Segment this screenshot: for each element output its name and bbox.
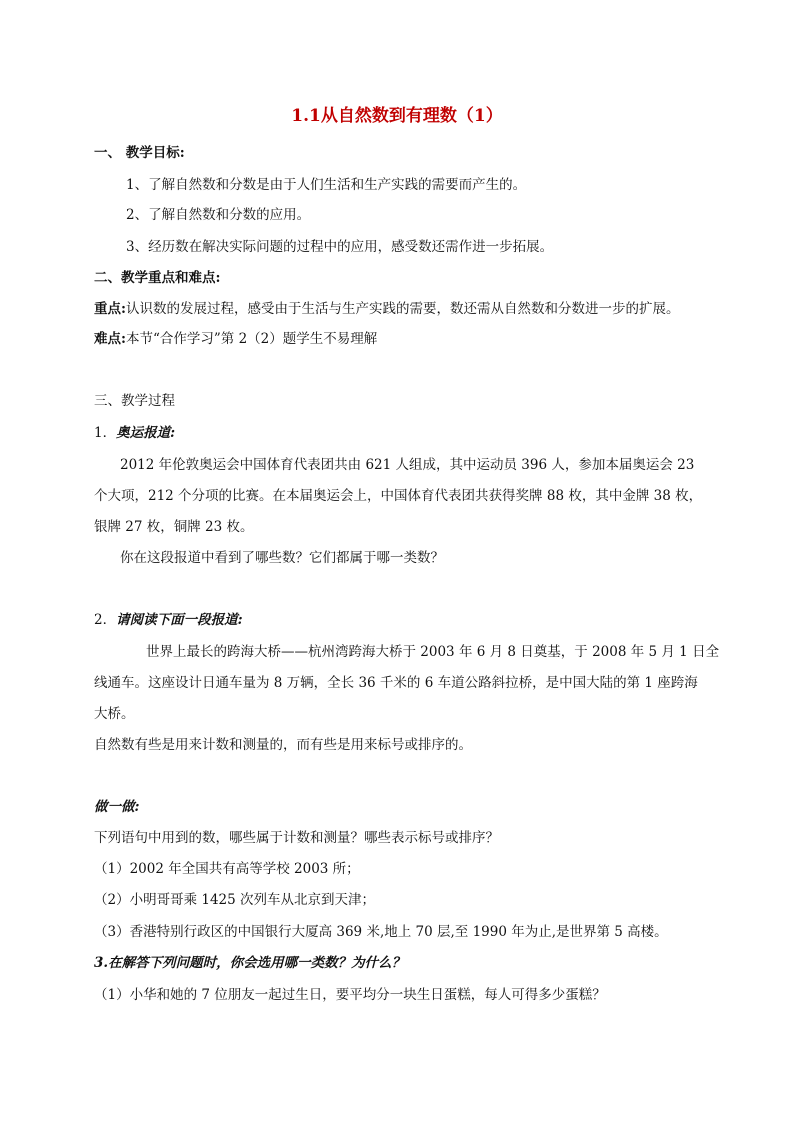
key-point-text: 认识数的发展过程，感受由于生活与生产实践的需要，数还需从自然数和分数进一步的扩展。 bbox=[125, 301, 680, 317]
section3-heading: 三、教学过程 bbox=[94, 393, 175, 409]
paragraph-line: 大桥。 bbox=[94, 706, 135, 722]
goal-item: 3、经历数在解决实际问题的过程中的应用，感受数还需作进一步拓展。 bbox=[126, 239, 554, 255]
try-item: （3）香港特别行政区的中国银行大厦高 369 米,地上 70 层,至 1990 年为止,是世界第 5 高楼。 bbox=[94, 924, 668, 940]
paragraph-line: 2012 年伦敦奥运会中国体育代表团共由 621 人组成，其中运动员 396 人，参加本届奥运会 23 bbox=[120, 457, 695, 473]
key-point bbox=[94, 299, 679, 319]
try-label: 做一做: bbox=[94, 799, 140, 815]
item1-label: 奥运报道: bbox=[116, 425, 176, 441]
difficulty-point bbox=[94, 329, 377, 349]
paragraph-line: 个大项，212 个分项的比赛。在本届奥运会上，中国体育代表团共获得奖牌 88 枚，其中金牌 38 枚， bbox=[94, 488, 703, 504]
goal-item: 2、了解自然数和分数的应用。 bbox=[126, 207, 311, 223]
difficulty-text: 本节“合作学习”第 2（2）题学生不易理解 bbox=[125, 331, 378, 347]
item2-note: 自然数有些是用来计数和测量的，而有些是用来标号或排序的。 bbox=[94, 737, 472, 753]
paragraph-line: 银牌 27 枚，铜牌 23 枚。 bbox=[94, 519, 254, 535]
page-title: 1.1从自然数到有理数（1） bbox=[291, 106, 503, 126]
difficulty-label: 难点: bbox=[94, 331, 126, 347]
section2-heading: 二、教学重点和难点: bbox=[94, 270, 221, 286]
item3-heading: 3.在解答下列问题时，你会选用哪一类数？为什么？ bbox=[94, 955, 406, 971]
item2-heading bbox=[94, 610, 243, 630]
try-item: （1）2002 年全国共有高等学校 2003 所； bbox=[94, 861, 360, 877]
goal-item: 1、了解自然数和分数是由于人们生活和生产实践的需要而产生的。 bbox=[126, 177, 527, 193]
section1-heading: 一、 教学目标: bbox=[94, 145, 185, 161]
item2-label: 请阅读下面一段报道: bbox=[116, 612, 243, 628]
try-prompt: 下列语句中用到的数，哪些属于计数和测量？哪些表示标号或排序？ bbox=[94, 830, 499, 846]
key-point-label: 重点: bbox=[94, 301, 126, 317]
item3-question: （1）小华和她的 7 位朋友一起过生日，要平均分一块生日蛋糕，每人可得多少蛋糕？ bbox=[94, 987, 606, 1003]
item2-number: 2． bbox=[94, 612, 117, 628]
item1-number: 1． bbox=[94, 425, 117, 441]
paragraph-line: 线通车。这座设计日通车量为 8 万辆，全长 36 千米的 6 车道公路斜拉桥，是中国大陆的第 1 座跨海 bbox=[94, 675, 698, 691]
item1-heading bbox=[94, 423, 175, 443]
try-item: （2）小明哥哥乘 1425 次列车从北京到天津； bbox=[94, 892, 376, 908]
item1-question: 你在这段报道中看到了哪些数？它们都属于哪一类数？ bbox=[120, 550, 444, 566]
paragraph-line: 世界上最长的跨海大桥——杭州湾跨海大桥于 2003 年 6 月 8 日奠基，于 2008 年 5 月 1 日全 bbox=[146, 644, 720, 660]
